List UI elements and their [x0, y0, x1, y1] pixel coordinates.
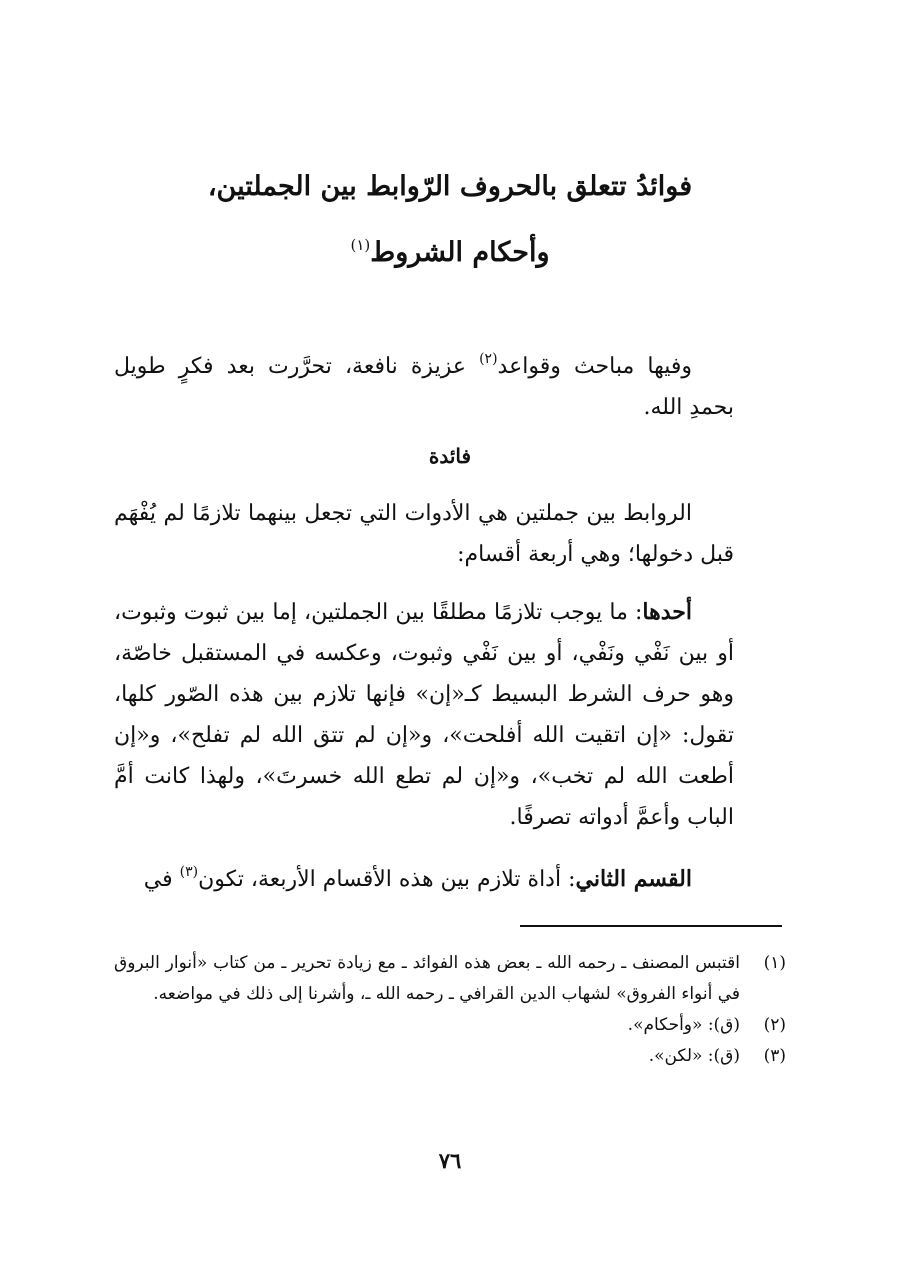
intro-paragraph: [114, 339, 734, 428]
second-category-label: القسم الثاني: [575, 866, 692, 892]
chapter-title-line-2: [150, 216, 750, 282]
footnote-ref-1: (١): [350, 236, 371, 254]
footnote-number: (٣): [763, 1046, 786, 1066]
intro-text-end: عزيزة نافعة، تحرَّرت بعد فكرٍ طويل بحمدِ الله.: [114, 354, 734, 420]
footnote-text: اقتبس المصنف ـ رحمه الله ـ بعض هذه الفوائد ـ مع زيادة تحرير ـ من كتاب «أنوار البروق في أنواء الفروق» لشهاب الدين القرافي ـ رحمه الله ـ، وأشرنا إلى ذلك في مواضعه.: [114, 953, 740, 1004]
footnote-1: [114, 948, 786, 1010]
footnote-text: (ق): «لكن».: [648, 1046, 740, 1066]
first-category-text: : ما يوجب تلازمًا مطلقًا بين الجملتين، إما بين ثبوت وثبوت، أو بين نَفْي ونَفْي، أو بين نَفْي وثبوت، وعكسه في المستقبل خاصّة، وهو حرف الشرط البسيط كـ«إن» فإنها تلازم بين هذه الصّور كلها، تقول: «إن اتقيت الله أفلحت»، و«إن لم تتق الله لم تفلح»، و«إن أطعت الله لم تخب»، و«إن لم تطع الله خسرتَ»، ولهذا كانت أمَّ الباب وأعمَّ أدواته تصرفًا.: [114, 600, 735, 830]
second-category-continuation: في: [143, 867, 180, 892]
second-category-text: : أداة تلازم بين هذه الأقسام الأربعة، تكون: [198, 867, 576, 892]
footnote-number: (١): [763, 953, 786, 973]
first-category-label: أحدها: [642, 599, 692, 625]
footnote-3: [114, 1041, 786, 1072]
definition-paragraph: الروابط بين جملتين هي الأدوات التي تجعل بينهما تلازمًا لم يُفْهَم قبل دخولها؛ وهي أربعة أقسام:: [114, 501, 734, 567]
section-heading: فائدة: [428, 444, 472, 468]
footnote-separator: [520, 925, 782, 927]
second-category-paragraph: [114, 852, 734, 900]
chapter-title: [150, 158, 750, 282]
footnote-ref-3: (٣): [179, 864, 199, 880]
footnote-ref-2: (٢): [479, 351, 498, 367]
page-number: ٧٦: [438, 1148, 462, 1173]
footnote-text: (ق): «وأحكام».: [627, 1015, 740, 1035]
intro-text-start: وفيها مباحث وقواعد: [497, 354, 692, 379]
footnote-2: [114, 1010, 786, 1041]
footnote-number: (٢): [763, 1015, 786, 1035]
first-category-paragraph: [114, 592, 734, 838]
chapter-title-line-2-text: وأحكام الشروط: [370, 237, 550, 268]
chapter-title-line-1: فوائدُ تتعلق بالحروف الرّوابط بين الجملتين،: [207, 171, 693, 202]
footnotes: [114, 948, 786, 1072]
